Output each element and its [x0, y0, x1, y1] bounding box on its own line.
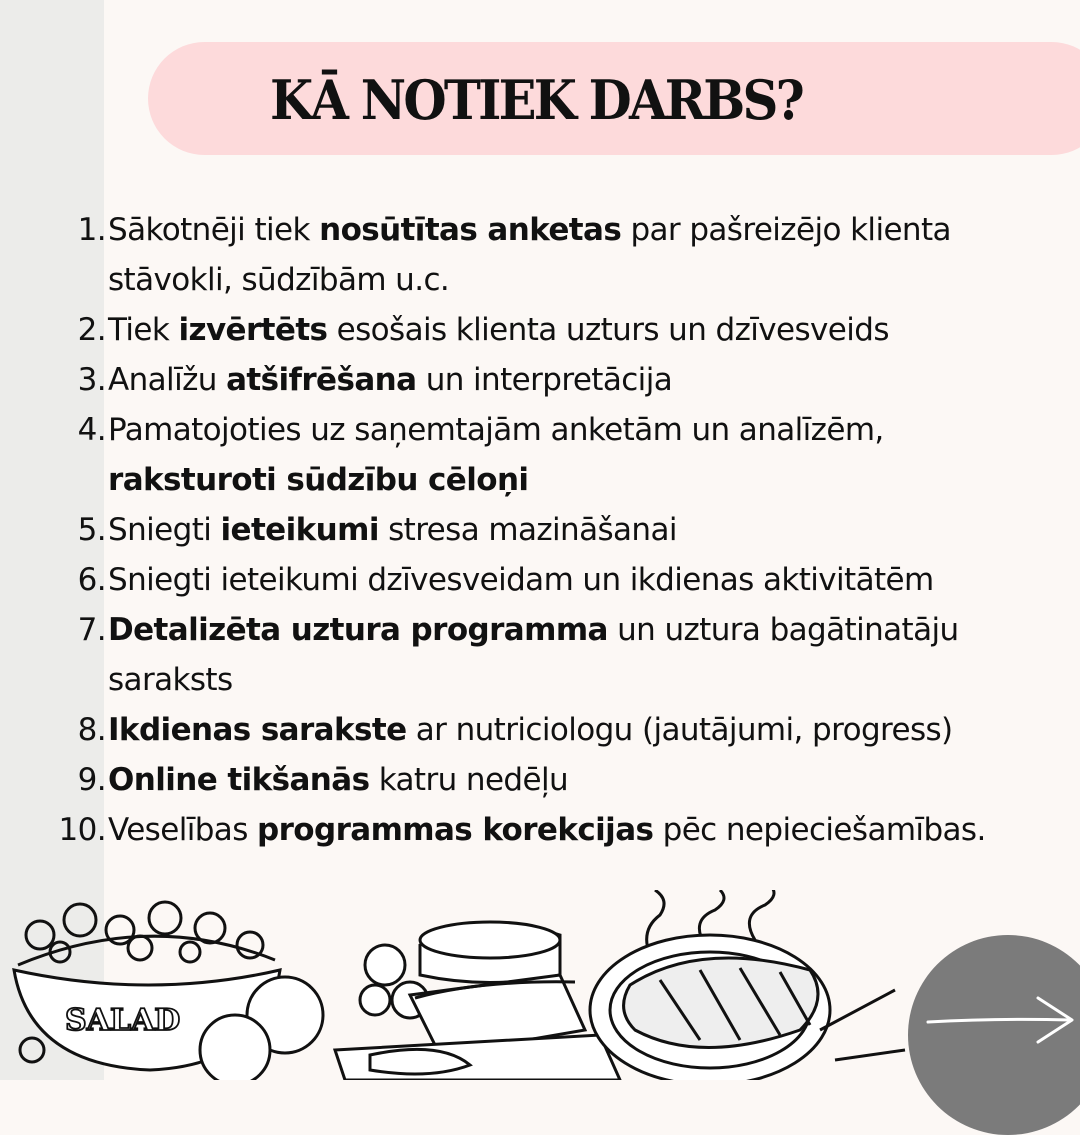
step-emphasis: nosūtītas anketas: [319, 212, 622, 248]
step-item: [0, 555, 1080, 605]
step-emphasis: Detalizēta uztura programma: [108, 612, 608, 648]
step-emphasis: raksturoti sūdzību cēloņi: [108, 462, 529, 498]
step-text-part: Veselības: [108, 812, 258, 848]
step-item: [0, 805, 1080, 855]
step-text-part: Analīžu: [108, 362, 227, 398]
step-emphasis: ieteikumi: [220, 512, 379, 548]
svg-text:SALAD: SALAD: [65, 1003, 181, 1038]
step-text: [108, 505, 1038, 555]
step-text: [108, 605, 1038, 705]
step-number: 3.: [77, 362, 106, 398]
step-number: 2.: [77, 312, 106, 348]
step-emphasis: Ikdienas sarakste: [108, 712, 407, 748]
step-text-part: ar nutriciologu (jautājumi, progress): [406, 712, 953, 748]
step-number: 8.: [77, 712, 106, 748]
step-number: 6.: [77, 562, 106, 598]
step-item: [0, 305, 1080, 355]
steak-plate-icon: [590, 890, 905, 1080]
step-text: [108, 205, 1038, 305]
step-item: [0, 405, 1080, 505]
arrow-right-icon: [920, 990, 1080, 1050]
step-text: [108, 805, 1038, 855]
salad-bowl-icon: [14, 902, 323, 1080]
step-number: 1.: [77, 212, 106, 248]
step-text-part: Sākotnēji tiek: [108, 212, 320, 248]
step-item: [0, 605, 1080, 705]
step-item: [0, 755, 1080, 805]
step-number: 7.: [77, 612, 106, 648]
step-text-part: Sniegti ieteikumi dzīvesveidam un ikdienas aktivitātēm: [108, 562, 934, 598]
step-item: [0, 355, 1080, 405]
page-title: KĀ NOTIEK DARBS?: [270, 68, 802, 132]
step-emphasis: izvērtēts: [178, 312, 328, 348]
step-text-part: un uztura bagātinatāju saraksts: [108, 612, 959, 698]
step-item: [0, 705, 1080, 755]
step-text-part: par pašreizējo klienta stāvokli, sūdzībām u.c.: [108, 212, 951, 298]
step-item: [0, 505, 1080, 555]
step-text-part: Sniegti: [108, 512, 221, 548]
step-text-part: stresa mazināšanai: [378, 512, 677, 548]
step-emphasis: Online tikšanās: [108, 762, 370, 798]
step-text-part: Tiek: [108, 312, 179, 348]
step-text: [108, 705, 1038, 755]
steps-list: [0, 205, 1080, 855]
step-text-part: un interpretācija: [416, 362, 673, 398]
step-text-part: esošais klienta uzturs un dzīvesveids: [327, 312, 889, 348]
step-item: [0, 205, 1080, 305]
step-text: [108, 755, 1038, 805]
step-number: 10.: [58, 812, 106, 848]
step-text: [108, 555, 1038, 605]
step-text-part: pēc nepieciešamības.: [653, 812, 986, 848]
step-text-part: katru nedēļu: [369, 762, 569, 798]
step-text-part: Pamatojoties uz saņemtajām anketām un analīzēm,: [108, 412, 884, 448]
step-emphasis: atšifrēšana: [226, 362, 417, 398]
bread-basket-icon: [335, 922, 620, 1080]
step-number: 5.: [77, 512, 106, 548]
step-text: [108, 305, 1038, 355]
step-text: [108, 355, 1038, 405]
step-text: [108, 405, 1038, 505]
step-number: 4.: [77, 412, 106, 448]
step-emphasis: programmas korekcijas: [257, 812, 654, 848]
step-number: 9.: [77, 762, 106, 798]
